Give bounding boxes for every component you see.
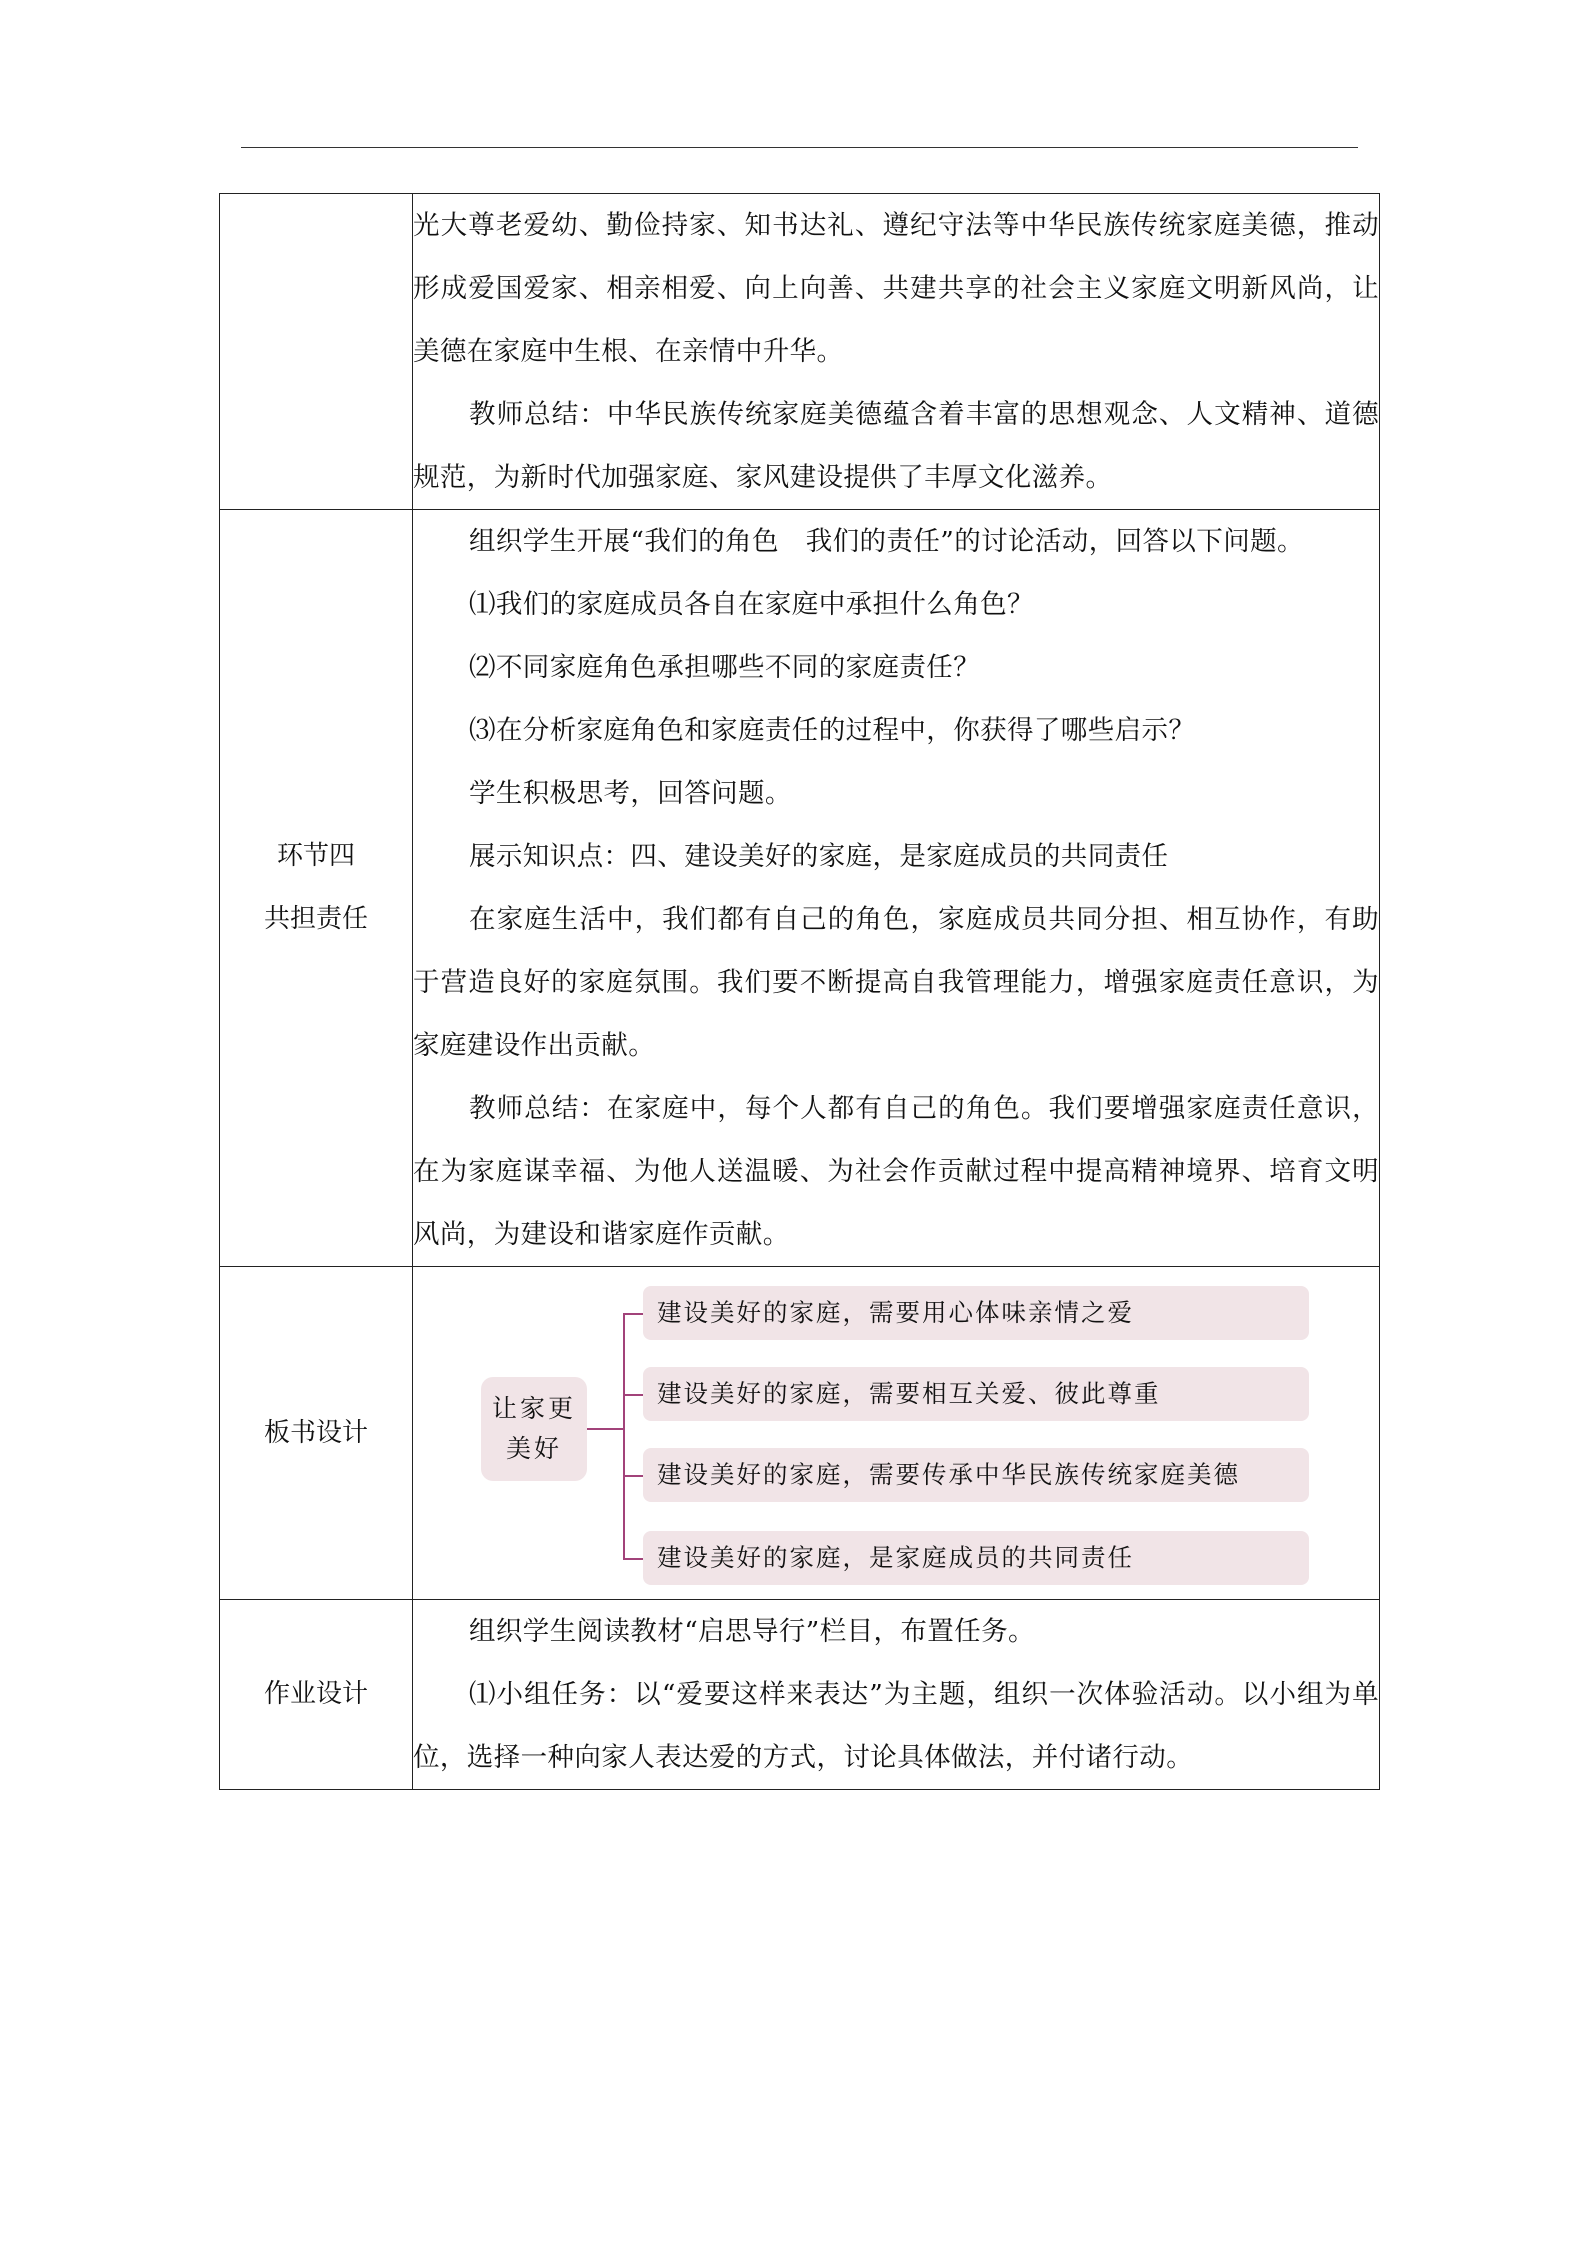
mind-map-center: 让家更美好 [481,1377,587,1481]
paragraph: 光大尊老爱幼、勤俭持家、知书达礼、遵纪守法等中华民族传统家庭美德，推动形成爱国爱家、相亲相爱、向上向善、共建共享的社会主义家庭文明新风尚，让美德在家庭中生根、在亲情中升华。 [413,210,1379,367]
paragraph: ⑴小组任务：以“爱要这样来表达”为主题，组织一次体验活动。以小组为单位，选择一种向家人表达爱的方式，讨论具体做法，并付诸行动。 [413,1679,1379,1773]
label-line: 共担责任 [263,904,368,934]
header-rule [241,147,1358,148]
table-row [220,1600,1380,1790]
paragraph: 展示知识点：四、建设美好的家庭，是家庭成员的共同责任 [469,841,1169,872]
table-row [220,1267,1380,1600]
paragraph: 在家庭生活中，我们都有自己的角色，家庭成员共同分担、相互协作，有助于营造良好的家庭氛围。我们要不断提高自我管理能力，增强家庭责任意识，为家庭建设作出贡献。 [413,904,1379,1061]
lesson-plan-table [219,193,1380,1790]
mind-map-branch: 建设美好的家庭，需要相互关爱、彼此尊重 [643,1367,1309,1421]
mind-map-connector [623,1394,643,1396]
paragraph: 组织学生开展“我们的角色 我们的责任”的讨论活动，回答以下问题。 [469,526,1304,557]
paragraph: ⑴我们的家庭成员各自在家庭中承担什么角色？ [469,589,1034,620]
row-label: 作业设计 [220,1600,413,1790]
row-label: 板书设计 [220,1267,413,1600]
row-label [220,194,413,510]
paragraph: 组织学生阅读教材“启思导行”栏目，布置任务。 [469,1616,1035,1647]
mind-map-connector [623,1313,625,1559]
table-row [220,510,1380,1267]
mind-map-connector [623,1475,643,1477]
paragraph: 教师总结：在家庭中，每个人都有自己的角色。我们要增强家庭责任意识，在为家庭谋幸福、为他人送温暖、为社会作贡献过程中提高精神境界、培育文明风尚，为建设和谐家庭作贡献。 [413,1093,1379,1250]
mind-map [413,1267,1379,1599]
mind-map-branch: 建设美好的家庭，是家庭成员的共同责任 [643,1531,1309,1585]
mind-map-branch: 建设美好的家庭，需要传承中华民族传统家庭美德 [643,1448,1309,1502]
paragraph: 教师总结：中华民族传统家庭美德蕴含着丰富的思想观念、人文精神、道德规范，为新时代加强家庭、家风建设提供了丰厚文化滋养。 [413,399,1379,493]
mind-map-branch: 建设美好的家庭，需要用心体味亲情之爱 [643,1286,1309,1340]
label-line: 环节四 [276,841,355,871]
row-content [413,510,1380,1267]
mind-map-connector [623,1313,643,1315]
mind-map-connector [587,1428,623,1430]
board-design [413,1267,1380,1600]
row-label [220,510,413,1267]
paragraph: ⑵不同家庭角色承担哪些不同的家庭责任？ [469,652,981,683]
row-content [413,194,1380,510]
table-row [220,194,1380,510]
mind-map-connector [623,1558,643,1560]
row-content [413,1600,1380,1790]
paragraph: ⑶在分析家庭角色和家庭责任的过程中，你获得了哪些启示？ [469,715,1196,746]
paragraph: 学生积极思考，回答问题。 [469,778,792,809]
